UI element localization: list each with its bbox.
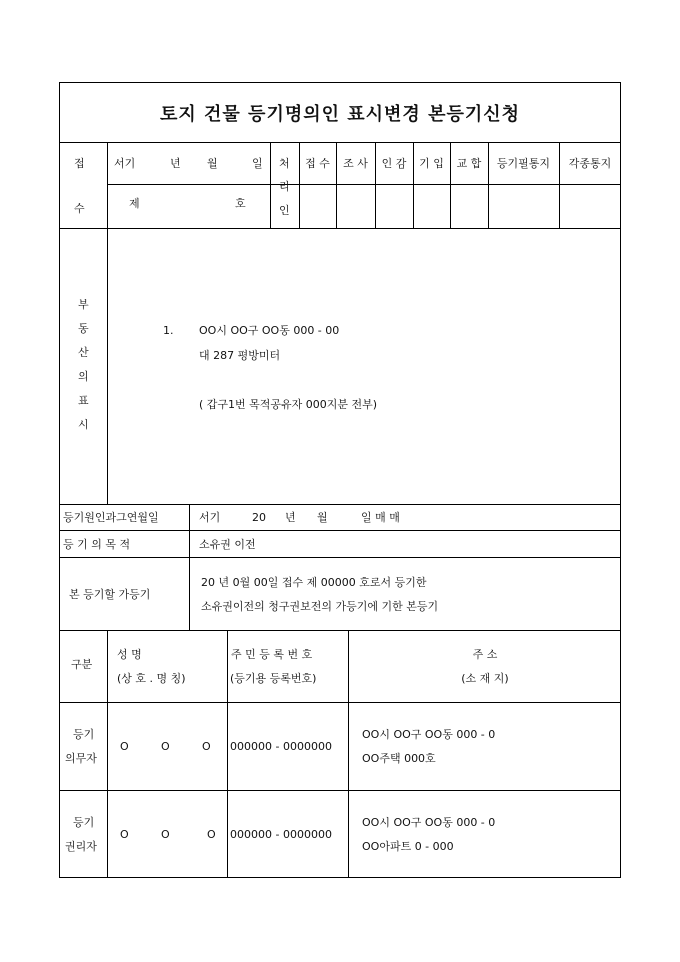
purpose-value: 소유권 이전	[199, 538, 256, 551]
purpose-bottom-line	[59, 557, 621, 558]
date-day: 일	[252, 157, 263, 170]
party-name-header: 성 명	[117, 648, 142, 661]
obligor-address-1: OO시 OO구 OO동 000 - 0	[362, 728, 496, 741]
holder-type-line-2: 권리자	[65, 840, 97, 853]
obligor-bottom-line	[59, 790, 621, 791]
date-month: 월	[207, 157, 218, 170]
holder-name-1: O	[120, 828, 129, 841]
property-label-2: 동	[78, 322, 89, 335]
obligor-address-2: OO주택 000호	[362, 752, 436, 765]
col-header-check: 교 합	[456, 157, 482, 170]
cause-day-reason: 일 매 매	[361, 511, 400, 524]
label-column-line	[107, 142, 108, 504]
receipt-bottom-line	[59, 228, 621, 229]
property-label-3: 산	[78, 346, 89, 359]
holder-address-1: OO시 OO구 OO동 000 - 0	[362, 816, 496, 829]
date-year: 년	[170, 157, 181, 170]
holder-name-3: O	[207, 828, 216, 841]
title-divider	[59, 142, 621, 143]
property-label-5: 표	[78, 394, 89, 407]
cause-date-prefix: 서기	[199, 511, 221, 524]
obligor-name-1: O	[120, 740, 129, 753]
party-division-label: 구분	[71, 658, 93, 671]
cause-year: 20	[252, 511, 266, 524]
receipt-no-suffix: 호	[235, 197, 246, 210]
date-prefix: 서기	[114, 157, 136, 170]
col-line-2	[375, 142, 376, 229]
provisional-bottom-line	[59, 630, 621, 631]
border-left	[59, 82, 60, 878]
provisional-line-1: 20 년 0월 00일 접수 제 00000 호로서 등기한	[201, 576, 427, 589]
party-type-column-line	[107, 630, 108, 878]
col-header-review: 조 사	[343, 157, 368, 170]
cause-bottom-line	[59, 530, 621, 531]
col-header-entry: 기 입	[419, 157, 444, 170]
holder-id: 000000 - 0000000	[230, 828, 332, 841]
process-column-line	[299, 142, 300, 229]
border-bottom	[59, 877, 621, 878]
party-header-bottom-line	[59, 702, 621, 703]
processing-char-3: 인	[279, 204, 290, 217]
col-line-4	[450, 142, 451, 229]
obligor-name-2: O	[161, 740, 170, 753]
obligor-type-line-1: 등기	[73, 728, 95, 741]
holder-type-line-1: 등기	[73, 816, 95, 829]
purpose-label: 등 기 의 목 적	[63, 538, 131, 551]
info-label-column-line	[189, 504, 190, 631]
receipt-mid-line	[107, 184, 621, 185]
receipt-label-bottom: 수	[74, 202, 85, 215]
col-header-notices: 각종통지	[568, 157, 612, 170]
property-address: OO시 OO구 OO동 000 - 00	[199, 324, 340, 337]
property-index: 1.	[163, 324, 174, 337]
property-label-1: 부	[78, 298, 89, 311]
col-line-3	[413, 142, 414, 229]
receipt-label-top: 접	[74, 157, 85, 170]
party-name-column-line	[227, 630, 228, 878]
holder-address-2: OO아파트 0 - 000	[362, 840, 454, 853]
property-label-4: 의	[78, 370, 89, 383]
property-bottom-line	[59, 504, 621, 505]
processing-char-1: 처	[279, 157, 290, 170]
cause-month-label: 월	[317, 511, 328, 524]
border-right	[620, 82, 621, 878]
party-address-header: 주 소	[472, 648, 498, 661]
processing-char-2: 리	[279, 180, 290, 193]
col-header-seal: 인 감	[381, 157, 407, 170]
col-header-notice-done: 등기필통지	[496, 157, 551, 170]
cause-year-label: 년	[285, 511, 296, 524]
holder-name-2: O	[161, 828, 170, 841]
form-title: 토지 건물 등기명의인 표시변경 본등기신청	[159, 104, 521, 125]
party-address-subheader: (소 재 지)	[461, 672, 509, 685]
property-note: ( 갑구1번 목적공유자 000지분 전부)	[199, 398, 378, 411]
party-id-column-line	[348, 630, 349, 878]
obligor-name-3: O	[202, 740, 211, 753]
provisional-label: 본 등기할 가등기	[69, 588, 151, 601]
receipt-no-prefix: 제	[129, 197, 140, 210]
party-name-subheader: (상 호 . 명 칭)	[117, 672, 186, 685]
col-line-5	[488, 142, 489, 229]
border-top	[59, 82, 621, 83]
property-label-6: 시	[78, 418, 89, 431]
party-id-header: 주 민 등 록 번 호	[231, 648, 313, 661]
date-column-line	[270, 142, 271, 229]
party-id-subheader: (등기용 등록번호)	[230, 672, 317, 685]
cause-label: 등기원인과그연월일	[63, 511, 159, 524]
application-form	[59, 82, 621, 878]
provisional-line-2: 소유권이전의 청구권보전의 가등기에 기한 본등기	[201, 600, 439, 613]
col-header-receipt: 접 수	[305, 157, 330, 170]
property-land: 대 287 평방미터	[199, 349, 281, 362]
col-line-1	[336, 142, 337, 229]
col-line-6	[559, 142, 560, 229]
obligor-type-line-2: 의무자	[65, 752, 97, 765]
obligor-id: 000000 - 0000000	[230, 740, 332, 753]
